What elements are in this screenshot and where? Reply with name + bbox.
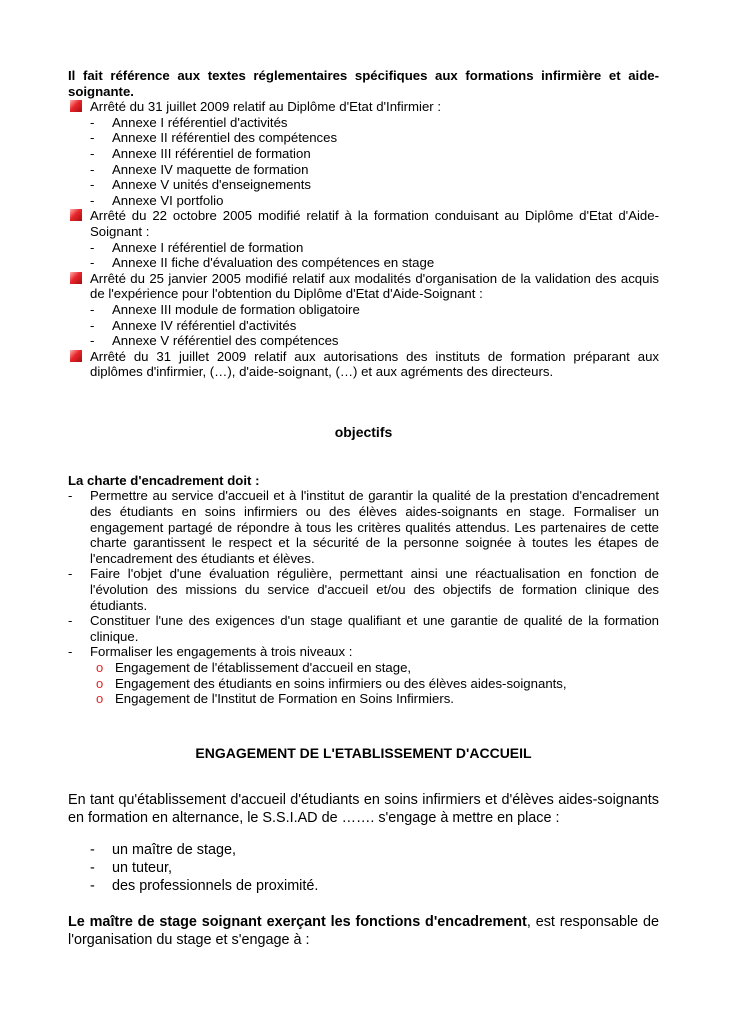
engagement-heading: ENGAGEMENT DE L'ETABLISSEMENT D'ACCUEIL — [195, 744, 532, 761]
circle-bullet-icon: o — [96, 691, 104, 707]
reference-title: Arrêté du 22 octobre 2005 modifié relatif à la formation conduisant au Diplôme d'Etat d'Aide-Soignant : — [90, 208, 659, 239]
circle-bullet-icon: o — [96, 675, 104, 691]
annex-item: - Annexe V unités d'enseignements — [90, 177, 311, 193]
annex-item: - Annexe III module de formation obligatoire — [90, 301, 360, 317]
annex-label: Annexe III module de formation obligatoire — [112, 301, 360, 317]
objectif-item: - Constituer l'une des exigences d'un stage qualifiant et une garantie de qualité de la formation clinique. — [68, 613, 659, 644]
intro-paragraph: Il fait référence aux textes réglementaires spécifiques aux formations infirmière et aide-soignante. — [68, 68, 659, 99]
engagement-list-item: - des professionnels de proximité. — [90, 877, 319, 894]
red-square-bullet-icon — [70, 350, 82, 362]
level-item — [68, 676, 659, 692]
annex-label: Annexe II référentiel des compétences — [112, 130, 338, 146]
objectifs-list — [68, 488, 659, 660]
engagement-intro: En tant qu'établissement d'accueil d'étudiants en soins infirmiers et d'élèves aides-soignants en formation en alternance, le S.S.I.AD de ……. s'engage à mettre en place : — [68, 791, 659, 826]
objectif-text: Permettre au service d'accueil et à l'institut de garantir la qualité de la prestation d'encadrement des étudiants en soins infirmiers ou des élèves aides-soignants en stage. Formaliser un engagement partagé de répondre à tous les critères qualités attendus. Les partenaires de cette charte garantissent le respect et la sécurité de la personne soignée à toutes les étapes de l'encadrement des étudiants et élèves. — [90, 488, 659, 566]
annex-item: - Annexe I référentiel de formation — [90, 239, 304, 255]
objectif-text: Formaliser les engagements à trois niveaux : — [90, 644, 353, 660]
circle-bullet-icon: o — [96, 660, 104, 675]
reference-item — [68, 99, 659, 115]
red-square-bullet-icon — [70, 100, 82, 112]
annex-label: Annexe I référentiel de formation — [112, 239, 304, 255]
annex-item: - Annexe II fiche d'évaluation des compétences en stage — [90, 255, 435, 271]
annex-label: Annexe II fiche d'évaluation des compétences en stage — [112, 255, 435, 271]
reference-title: Arrêté du 31 juillet 2009 relatif au Diplôme d'Etat d'Infirmier : — [90, 99, 442, 115]
engagement-list-item: - un tuteur, — [90, 859, 173, 876]
annex-item: - Annexe I référentiel d'activités — [90, 114, 288, 130]
document-page — [68, 68, 659, 949]
engagement-list-item: - un maître de stage, — [90, 841, 236, 858]
objectifs-heading: objectifs — [334, 423, 393, 440]
annex-label: Annexe IV référentiel d'activités — [112, 317, 297, 333]
engagement-list — [68, 841, 659, 895]
objectif-text: Faire l'objet d'une évaluation régulière, permettant ainsi une réactualisation en fonction de l'évolution des missions du service d'accueil et/ou des objectifs de formation clinique des étudiants. — [90, 566, 659, 613]
engagement-list-text: un tuteur, — [112, 859, 173, 876]
red-square-bullet-icon — [70, 209, 82, 221]
red-square-bullet-icon — [70, 272, 82, 284]
engagement-closing — [68, 913, 659, 949]
level-item — [68, 691, 659, 707]
annex-item: - Annexe V référentiel des compétences — [90, 333, 339, 349]
reference-title: Arrêté du 25 janvier 2005 modifié relatif aux modalités d'organisation de la validation des acquis de l'expérience pour l'obtention du Diplôme d'Etat d'Aide-Soignant : — [90, 270, 659, 302]
engagement-list-text: des professionnels de proximité. — [112, 877, 319, 894]
reference-item — [68, 208, 659, 239]
level-text: Engagement de l'Institut de Formation en Soins Infirmiers. — [115, 691, 454, 707]
level-text: Engagement des étudiants en soins infirmiers ou des élèves aides-soignants, — [115, 675, 567, 691]
annex-label: Annexe V référentiel des compétences — [112, 333, 339, 349]
reference-item — [68, 271, 659, 302]
annex-label: Annexe IV maquette de formation — [112, 161, 309, 177]
annex-item: - Annexe IV référentiel d'activités — [90, 317, 297, 333]
engagement-list-text: un maître de stage, — [112, 841, 236, 858]
annex-label: Annexe I référentiel d'activités — [112, 114, 288, 130]
annex-label: Annexe III référentiel de formation — [112, 145, 311, 161]
objectif-text: Constituer l'une des exigences d'un stage qualifiant et une garantie de qualité de la formation clinique. — [90, 613, 659, 644]
annex-item: - Annexe II référentiel des compétences — [90, 130, 338, 146]
annex-item: - Annexe VI portfolio — [90, 192, 224, 208]
objectif-item: - Formaliser les engagements à trois niveaux : — [68, 644, 353, 660]
closing-bold-text: Le maître de stage soignant exerçant les fonctions d'encadrement — [68, 913, 527, 930]
closing-rest-text: , est responsable de l'organisation du stage et s'engage à : — [68, 913, 660, 948]
level-item — [68, 660, 659, 676]
reference-item — [68, 349, 659, 380]
reference-title: Arrêté du 31 juillet 2009 relatif aux autorisations des instituts de formation préparant aux diplômes d'infirmier, (…), d'aide-soignant, (…) et aux agréments des directeurs. — [90, 348, 659, 380]
annex-item: - Annexe III référentiel de formation — [90, 145, 311, 161]
annex-item: - Annexe IV maquette de formation — [90, 161, 309, 177]
objectif-item: - Permettre au service d'accueil et à l'institut de garantir la qualité de la prestation d'encadrement des étudiants en soins infirmiers ou des élèves aides-soignants en stage. Formaliser un engagement partagé de répondre à tous les critères qualités attendus. Les partenaires de cette charte garantissent le respect et la sécurité de la personne soignée à toutes les étapes de l'encadrement des étudiants et élèves. — [68, 488, 659, 566]
level-text: Engagement de l'établissement d'accueil en stage, — [115, 660, 412, 675]
objectif-item: - Faire l'objet d'une évaluation régulière, permettant ainsi une réactualisation en fonction de l'évolution des missions du service d'accueil et/ou des objectifs de formation clinique des étudiants. — [68, 566, 659, 613]
annex-label: Annexe VI portfolio — [112, 192, 224, 208]
annex-label: Annexe V unités d'enseignements — [112, 177, 311, 193]
objectifs-lead: La charte d'encadrement doit : — [68, 472, 260, 488]
